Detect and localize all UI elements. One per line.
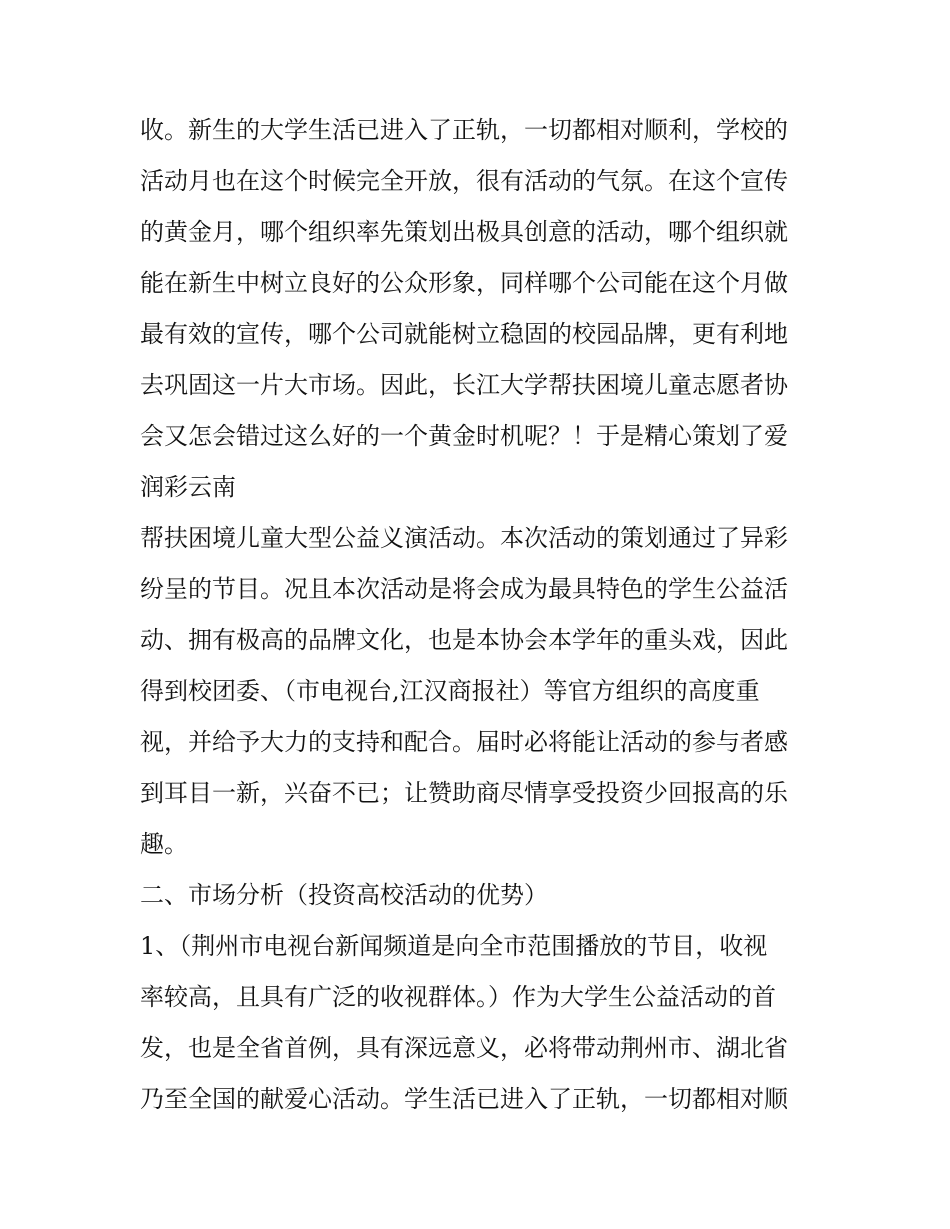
text-line: 到耳目一新，兴奋不已；让赞助商尽情享受投资少回报高的乐: [140, 779, 788, 807]
text-line: 帮扶困境儿童大型公益义演活动。本次活动的策划通过了异彩: [140, 524, 788, 552]
body-text: [140, 105, 840, 1125]
text-line: 率较高，且具有广泛的收视群体。）作为大学生公益活动的首: [140, 983, 776, 1011]
text-line: 的黄金月，哪个组织率先策划出极具创意的活动，哪个组织就: [140, 218, 788, 246]
text-line: 收。新生的大学生活已进入了正轨，一切都相对顺利，学校的: [140, 116, 788, 144]
text-line: 趣。: [140, 830, 188, 858]
text-line: 活动月也在这个时候完全开放，很有活动的气氛。在这个宣传: [140, 167, 788, 195]
text-line: 乃至全国的献爱心活动。学生活已进入了正轨，一切都相对顺: [140, 1085, 788, 1113]
section-heading: 二、市场分析（投资高校活动的优势）: [140, 881, 548, 909]
text-line: 发，也是全省首例，具有深远意义，必将带动荆州市、湖北省: [140, 1034, 788, 1062]
text-line: 润彩云南: [140, 473, 236, 501]
text-line: 去巩固这一片大市场。因此，长江大学帮扶困境儿童志愿者协: [140, 371, 788, 399]
list-item-line: 1、（荆州市电视台新闻频道是向全市范围播放的节目，收视: [140, 932, 768, 960]
text-line: 视，并给予大力的支持和配合。届时必将能让活动的参与者感: [140, 728, 788, 756]
text-line: 会又怎会错过这么好的一个黄金时机呢？！于是精心策划了爱: [140, 422, 788, 450]
text-line: 能在新生中树立良好的公众形象，同样哪个公司能在这个月做: [140, 269, 788, 297]
text-line: 得到校团委、（市电视台,江汉商报社）等官方组织的高度重: [140, 677, 760, 705]
text-line: 动、拥有极高的品牌文化，也是本协会本学年的重头戏，因此: [140, 626, 788, 654]
text-line: 最有效的宣传，哪个公司就能树立稳固的校园品牌，更有利地: [140, 320, 788, 348]
text-line: 纷呈的节目。况且本次活动是将会成为最具特色的学生公益活: [140, 575, 788, 603]
